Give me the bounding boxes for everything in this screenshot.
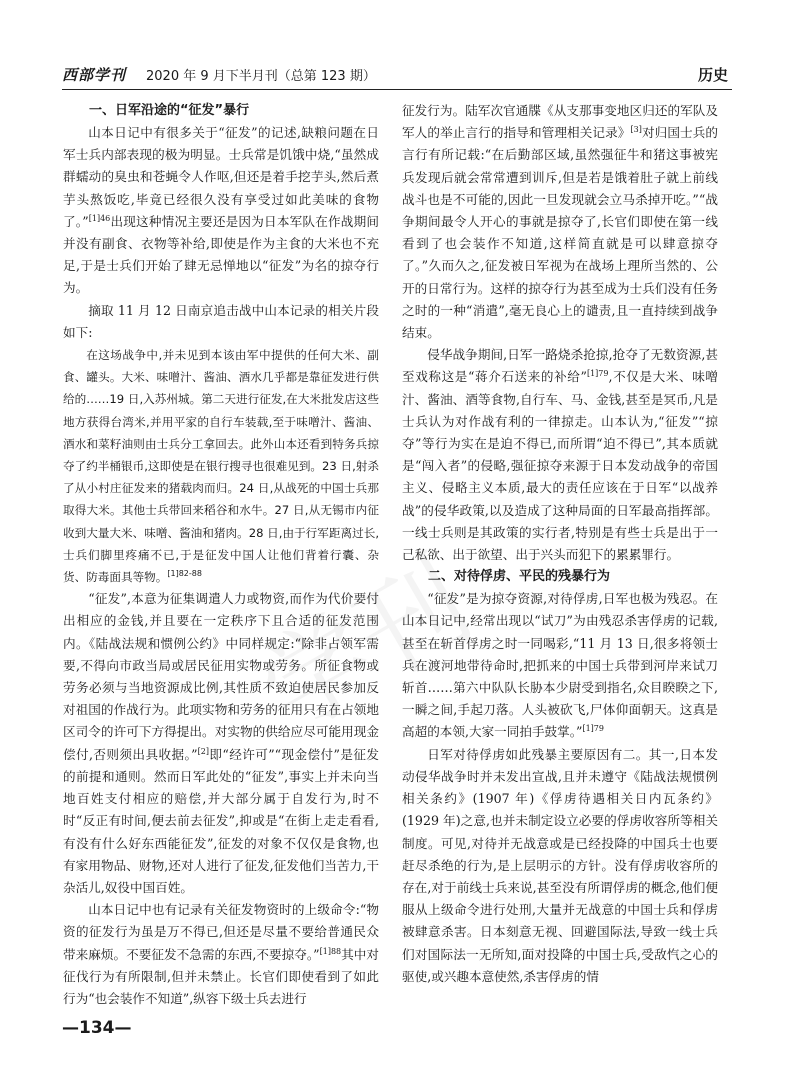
section-heading-2: 二、对待俘虏、平民的残暴行为 — [428, 569, 611, 585]
paragraph: 摘取 11 月 12 日南京追击战中山本记录的相关片段如下: — [63, 302, 379, 340]
paragraph: 日军对待俘虏如此残暴主要原因有二。其一,日本发动侵华战争时并未发出宣战,且并未遵守《陆战法规惯例相关条约》(1907 年)《俘虏待遇相关日内瓦条约》(1929 年)之意,也并未制定设立必要的俘虏收容所等相关制度。可见,对待并无战意或是已经投降的中国兵士也要赶尽杀绝的行为,是上层明示的方针。没有俘虏收容所的存在,对于前线士兵来说,甚至没有所谓俘虏的概念,他们便服从上级命令进行处刑,大量并无战意的中国士兵和俘虏被肆意杀害。日本刻意无视、回避国际法,导致一线士兵们对国际法一无所知,面对投降的中国士兵,受敌忾之心的驱使,或兴趣本意使然,杀害俘虏的情 — [402, 746, 718, 984]
citation: [1]79 — [586, 369, 609, 379]
citation: [1]82-88 — [167, 569, 202, 579]
paragraph: “征发”是为掠夺资源,对待俘虏,日军也极为残忍。在山本日记中,经常出现以“试刀”为由残忍杀害俘虏的记载,甚至在斩首俘虏之时一同喝彩,“11 月 13 日,很多将领士兵在渡河地带待命时,把抓来的中国士兵带到河岸来试刀斩首……第六中队队长胁本少尉受到指名,众目睽睽之下,一瞬之间,手起刀落。人头被砍飞,尸体仰面朝天。这真是高超的本领,大家一同拍手鼓掌。”$^{[1]79}$ — [402, 591, 718, 740]
citation: [1]88 — [319, 946, 342, 956]
header-rule — [62, 89, 732, 90]
citation: [3] — [630, 125, 642, 135]
page-number: —134— — [62, 1018, 132, 1038]
paragraph: 山本日记中有很多关于“征发”的记述,缺粮问题在日军士兵内部表现的极为明显。士兵常是饥饿中烧,“虽然成群蠕动的臭虫和苍蝇令人作呕,但还是着手挖芋头,然后煮芋头熬饭吃,毕竟已经很久没有享受过如此美味的食物了。”$^{[1]46}$出现这种情况主要还是因为日本军队在作战期间并没有副食、衣物等补给,即使是作为主食的大米也不充足,于是士兵们开始了肆无忌惮地以“征发”为名的掠夺行为。 — [63, 125, 379, 296]
citation: [1]79 — [582, 724, 604, 734]
section-heading-1: 一、日军沿途的“征发”暴行 — [89, 103, 250, 118]
left-column — [63, 100, 379, 1010]
block-quote: 在这场战争中,并未见到本该由军中提供的任何大米、副食、罐头。大米、味噌汁、酱油、酒水几乎都是靠征发进行供给的……19 日,入苏州城。第二天进行征发,在大米批发店这些地方获得台湾米,并用平家的自行车装载,至于味噌汁、酱油、酒水和菜籽油则由士兵分工拿回去。此外山本还看到特务兵掠夺了约半桶银币,这即使是在银行搜寻也很难见到。23 日,射杀了从小村庄征发来的猪载肉而归。24 日,从战死的中国士兵那取得大米。其他士兵带回来稻谷和水牛。27 日,从无锡市内征收到大量大米、味噌、酱油和猪肉。28 日,由于行军距离过长,士兵们脚里疼痛不已,于是征发中国人让他们背着行囊、杂货、防毒面具等物。$^{[1]82-88}$ — [63, 348, 379, 585]
page-header — [62, 64, 732, 86]
paragraph: “征发”,本意为征集调遣人力或物资,而作为代价要付出相应的金钱,并且要在一定秩序下且合适的征发范围内。《陆战法规和惯例公约》中同样规定:“除非占领军需要,不得向市政当局或居民征用实物或劳务。所征食物或劳务必须与当地资源成比例,其性质不致迫使居民参加反对祖国的作战行为。此项实物和劳务的征用只有在占领地区司令的许可下方得提出。对实物的供给应尽可能用现金偿付,否则须出具收据。”[2]即“经许可”“现金偿付”是征发的前提和通则。然而日军此处的“征发”,事实上并未向当地百姓支付相应的赔偿,并大部分属于自发行为,时不时“反正有时间,便去前去征发”,抑或是“在街上走走看看,有没有什么好东西能征发”,征发的对象不仅仅是食物,也有家用物品、财物,还对人进行了征发,征发他们当苦力,干杂活儿,奴役中国百姓。 — [63, 591, 379, 895]
paragraph: 山本日记中也有记录有关征发物资时的上级命令:“物资的征发行为虽是万不得已,但还是尽量不要给普通民众带来麻烦。不要征发不急需的东西,不要掠夺。”$^{[1]88}$其中对征伐行为有所限制,但并未禁止。长官们即使看到了如此行为“也会装作不知道”,纵容下级士兵去进行 — [63, 902, 379, 1006]
journal-logo: 西部学刊 — [62, 66, 127, 84]
right-column — [402, 100, 718, 988]
citation: [1]46 — [88, 213, 111, 223]
paragraph: 侵华战争期间,日军一路烧杀抢掠,抢夺了无数资源,甚至戏称这是“蒋介石送来的补给”$^{[1]79}$,不仅是大米、味噌汁、酱油、酒等食物,自行车、马、金钱,甚至是冥币,凡是士兵认为对作战有利的一律掠走。山本认为,“征发”“掠夺”等行为实在是迫不得已,而所谓“迫不得已”,其本质就是“闯入者”的侵略,强征掠夺来源于日本发动战争的帝国主义、侵略主义本质,最大的责任应该在于日军“以战养战”的侵华政策,以及造成了这种局面的日军最高指挥部。一线士兵则是其政策的实行者,特别是有些士兵是出于一己私欲、出于欲望、出于兴头而犯下的累累罪行。 — [402, 347, 718, 563]
section-label: 历史 — [697, 66, 728, 84]
citation: [2] — [197, 746, 209, 756]
paragraph: 征发行为。陆军次官通牒《从支那事变地区归还的军队及军人的举止言行的指导和管理相关记录》[3]对归国士兵的言行有所记载:“在后勤部区域,虽然强征牛和猪这事被宪兵发现后就会常常遭到训斥,但是若是饿着肚子就上前线战斗也是不可能的,因此一旦发现就会立马杀掉开吃。”“战争期间最令人开心的事就是掠夺了,长官们即使在第一线看到了也会装作不知道,这样简直就是可以肆意掠夺了。”久而久之,征发被日军视为在战场上理所当然的、公开的日常行为。这样的掠夺行为甚至成为士兵们没有任务之时的一种“消遣”,毫无良心上的谴责,且一直持续到战争结束。 — [402, 103, 719, 341]
issue-info: 2020 年 9 月下半月刊（总第 123 期） — [146, 69, 376, 84]
